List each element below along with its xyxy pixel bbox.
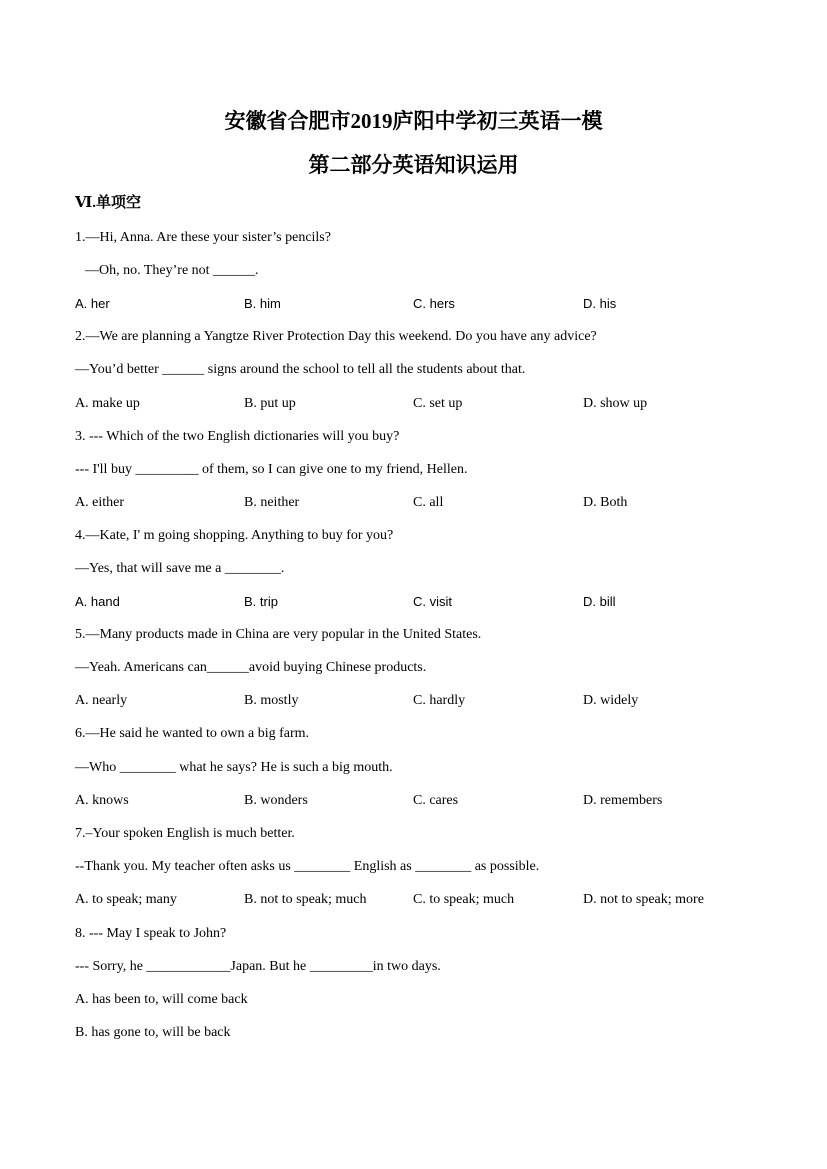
question-3-option-d: D. Both: [583, 495, 628, 510]
question-5-option-b: B. mostly: [244, 693, 299, 708]
question-2-option-d: D. show up: [583, 396, 648, 411]
question-4-option-a: A. hand: [75, 594, 120, 609]
question-7-option-d: D. not to speak; more: [583, 892, 704, 907]
document-title: 安徽省合肥市2019庐阳中学初三英语一模: [224, 109, 603, 133]
question-5-reply: —Yeah. Americans can______avoid buying Chinese products.: [75, 660, 427, 675]
question-3-option-b: B. neither: [244, 495, 300, 510]
question-4-option-d: D. bill: [583, 594, 616, 609]
question-8-reply: --- Sorry, he ____________Japan. But he _________in two days.: [75, 959, 441, 974]
question-4-option-c: C. visit: [413, 594, 452, 609]
question-2-option-b: B. put up: [244, 396, 296, 411]
question-6-prompt: 6.—He said he wanted to own a big farm.: [75, 726, 310, 741]
question-2-option-a: A. make up: [75, 396, 140, 411]
question-8-option-a: A. has been to, will come back: [75, 992, 248, 1007]
question-5-option-c: C. hardly: [413, 693, 466, 708]
question-7-option-c: C. to speak; much: [413, 892, 515, 907]
question-5-option-d: D. widely: [583, 693, 639, 708]
question-1-option-a: A. her: [75, 296, 110, 311]
question-3-reply: --- I'll buy _________ of them, so I can give one to my friend, Hellen.: [75, 462, 468, 477]
question-8-option-b: B. has gone to, will be back: [75, 1025, 231, 1040]
question-3-option-a: A. either: [75, 495, 124, 510]
question-2-reply: —You’d better ______ signs around the school to tell all the students about that.: [75, 362, 526, 377]
question-7-option-b: B. not to speak; much: [244, 892, 367, 907]
question-6-option-c: C. cares: [413, 793, 459, 808]
question-1-option-b: B. him: [244, 296, 281, 311]
question-3-option-c: C. all: [413, 495, 444, 510]
question-1-reply: —Oh, no. They’re not ______.: [85, 263, 259, 278]
question-5-prompt: 5.—Many products made in China are very popular in the United States.: [75, 627, 482, 642]
section-heading: Ⅵ.单项空: [75, 195, 141, 211]
question-1-option-d: D. his: [583, 296, 617, 311]
question-6-option-a: A. knows: [75, 793, 129, 808]
question-2-prompt: 2.—We are planning a Yangtze River Protection Day this weekend. Do you have any advice?: [75, 329, 597, 344]
question-4-reply: —Yes, that will save me a ________.: [75, 561, 285, 576]
question-2-option-c: C. set up: [413, 396, 463, 411]
question-6-option-d: D. remembers: [583, 793, 663, 808]
question-4-option-b: B. trip: [244, 594, 278, 609]
question-7-prompt: 7.–Your spoken English is much better.: [75, 826, 295, 841]
question-7-option-a: A. to speak; many: [75, 892, 177, 907]
question-6-reply: —Who ________ what he says? He is such a big mouth.: [75, 760, 393, 775]
question-3-prompt: 3. --- Which of the two English dictionaries will you buy?: [75, 429, 400, 444]
question-8-prompt: 8. --- May I speak to John?: [75, 926, 227, 941]
question-7-reply: --Thank you. My teacher often asks us ________ English as ________ as possible.: [75, 859, 540, 874]
question-1-prompt: 1.—Hi, Anna. Are these your sister’s pencils?: [75, 230, 331, 245]
question-1-option-c: C. hers: [413, 296, 455, 311]
document-subtitle: 第二部分英语知识运用: [308, 153, 519, 177]
question-5-option-a: A. nearly: [75, 693, 128, 708]
question-6-option-b: B. wonders: [244, 793, 308, 808]
question-4-prompt: 4.—Kate, I' m going shopping. Anything to buy for you?: [75, 528, 394, 543]
